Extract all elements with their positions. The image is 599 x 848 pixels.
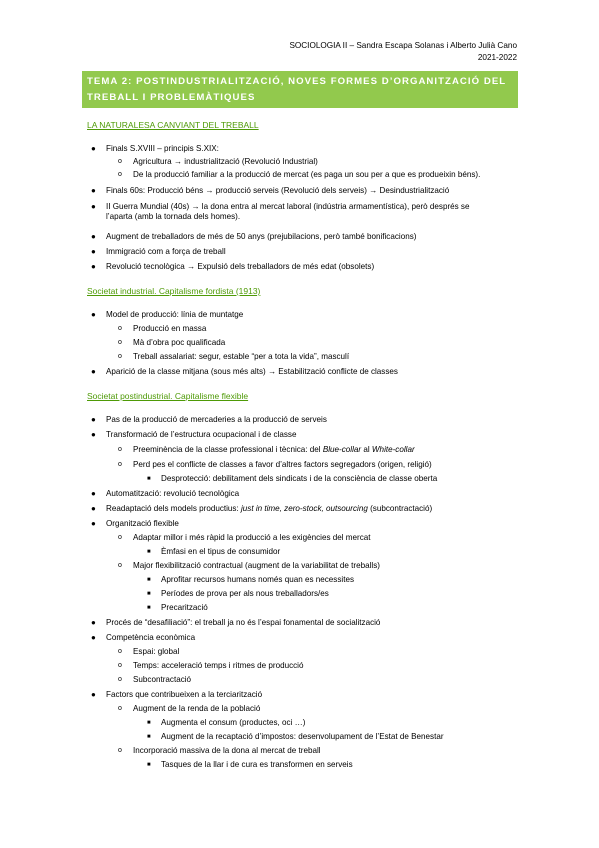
list-item: Augment de treballadors de més de 50 anys (prejubilacions, però també bonificacions) (106, 232, 417, 241)
bullet-l3: ■ (147, 734, 151, 740)
bullet-l2: o (118, 705, 122, 712)
list-item: Major flexibilització contractual (augment de la variabilitat de treballs) (133, 561, 380, 570)
bullet-l3: ■ (147, 605, 151, 611)
text-run: Preeminència de la classe professional i tècnica: del (133, 445, 323, 454)
bullet-l1: ● (91, 247, 96, 256)
terms-productive-models: just in time, zero-stock, outsourcing (240, 504, 368, 513)
text-run: Readaptació dels models productius: (106, 504, 241, 513)
list-item: Immigració com a força de treball (106, 247, 226, 256)
list-item: Automatització: revolució tecnològica (106, 489, 240, 498)
list-item: Subcontractació (133, 675, 192, 684)
bullet-l1: ● (91, 415, 96, 424)
list-item: Revolució tecnològica → Expulsió dels treballadors de més edat (obsolets) (106, 262, 375, 271)
bullet-l1: ● (91, 519, 96, 528)
bullet-l2: o (118, 353, 122, 360)
bullet-l2: o (118, 325, 122, 332)
bullet-l2: o (118, 158, 122, 165)
list-item: Procés de “desafiliació”: el treball ja no és l’espai fonamental de socialització (106, 618, 381, 627)
list-item: Finals S.XVIII – principis S.XIX: (106, 144, 219, 153)
bullet-l3: ■ (147, 720, 151, 726)
list-item: Model de producció: línia de muntatge (106, 310, 244, 319)
bullet-l2: o (118, 676, 122, 683)
bullet-l1: ● (91, 232, 96, 241)
bullet-l2: o (118, 171, 122, 178)
list-item: Organització flexible (106, 519, 179, 528)
banner-title-line2: TREBALL I PROBLEMÀTIQUES (87, 92, 256, 103)
header-course-authors: SOCIOLOGIA II – Sandra Escapa Solanas i Alberto Julià Cano (289, 41, 517, 50)
list-item: Factors que contribueixen a la terciarització (106, 690, 263, 699)
section-heading-naturalesa: LA NATURALESA CANVIANT DEL TREBALL (87, 120, 259, 130)
list-item: Espai: global (133, 647, 180, 656)
term-white-collar: White-collar (371, 445, 415, 454)
list-item: Aprofitar recursos humans només quan es necessites (161, 575, 354, 584)
bullet-l3: ■ (147, 762, 151, 768)
list-item: Pas de la producció de mercaderies a la producció de serveis (106, 415, 327, 424)
list-item: De la producció familiar a la producció de mercat (es paga un sou per a que es produeixin béns). (133, 170, 481, 179)
section-heading-postindustrial: Societat postindustrial. Capitalisme flexible (87, 391, 249, 401)
text-run: (subcontractació) (367, 504, 433, 513)
bullet-l2: o (118, 534, 122, 541)
list-item: Producció en massa (133, 324, 207, 333)
text-run: al (361, 445, 372, 454)
bullet-l3: ■ (147, 549, 151, 555)
list-item: Finals 60s: Producció béns → producció serveis (Revolució dels serveis) → Desindustrialització (106, 186, 450, 195)
bullet-l2: o (118, 562, 122, 569)
list-item: Temps: acceleració temps i ritmes de producció (133, 661, 304, 670)
bullet-l1: ● (91, 262, 96, 271)
bullet-l1: ● (91, 310, 96, 319)
bullet-l1: ● (91, 504, 96, 513)
bullet-l1: ● (91, 489, 96, 498)
term-blue-collar: Blue-collar (322, 445, 362, 454)
list-item: Èmfasi en el tipus de consumidor (161, 547, 281, 556)
bullet-l3: ■ (147, 476, 151, 482)
topic-banner (82, 71, 518, 108)
bullet-l2: o (118, 648, 122, 655)
bullet-l2: o (118, 339, 122, 346)
bullet-l1: ● (91, 186, 96, 195)
list-item: Precarització (161, 603, 208, 612)
bullet-l1: ● (91, 633, 96, 642)
list-item: Transformació de l’estructura ocupacional i de classe (106, 430, 297, 439)
bullet-l2: o (118, 446, 122, 453)
list-item: Competència econòmica (106, 633, 196, 642)
list-item (106, 504, 432, 514)
bullet-l1: ● (91, 618, 96, 627)
list-item: Augment de la renda de la població (133, 704, 261, 713)
list-item: II Guerra Mundial (40s) → la dona entra al mercat laboral (indústria armamentística), però després se l’aparta (amb la tornada dels homes). (106, 202, 470, 221)
list-item: Treball assalariat: segur, estable “per a tota la vida”, masculí (133, 352, 350, 361)
list-item: Incorporació massiva de la dona al mercat de treball (133, 746, 321, 755)
bullet-l1: ● (91, 367, 96, 376)
list-item: Aparició de la classe mitjana (sous més alts) → Estabilització conflicte de classes (106, 367, 398, 376)
list-item: Mà d’obra poc qualificada (133, 338, 226, 347)
list-item: Perd pes el conflicte de classes a favor d’altres factors segregadors (origen, religió) (133, 460, 432, 469)
list-item: Augmenta el consum (productes, oci …) (161, 718, 306, 727)
list-item: Tasques de la llar i de cura es transformen en serveis (161, 760, 353, 769)
section-heading-industrial: Societat industrial. Capitalisme fordista (1913) (87, 286, 261, 296)
list-item: Adaptar millor i més ràpid la producció a les exigències del mercat (133, 533, 371, 542)
list-item: Augment de la recaptació d’impostos: desenvolupament de l’Estat de Benestar (161, 732, 444, 741)
bullet-l3: ■ (147, 577, 151, 583)
list-item: Períodes de prova per als nous treballadors/es (161, 589, 329, 598)
bullet-l1: ● (91, 144, 96, 153)
bullet-l2: o (118, 747, 122, 754)
bullet-l3: ■ (147, 591, 151, 597)
bullet-l1: ● (91, 430, 96, 439)
banner-title-line1: TEMA 2: POSTINDUSTRIALITZACIÓ, NOVES FORMES D’ORGANITZACIÓ DEL (87, 76, 507, 87)
bullet-l1: ● (91, 690, 96, 699)
list-item (133, 445, 415, 455)
bullet-l2: o (118, 662, 122, 669)
header-year: 2021-2022 (477, 53, 517, 62)
bullet-l2: o (118, 461, 122, 468)
list-item: Desprotecció: debilitament dels sindicats i de la consciència de classe oberta (161, 474, 438, 483)
bullet-l1: ● (91, 202, 96, 211)
list-item: Agricultura → industrialització (Revolució Industrial) (133, 157, 318, 166)
